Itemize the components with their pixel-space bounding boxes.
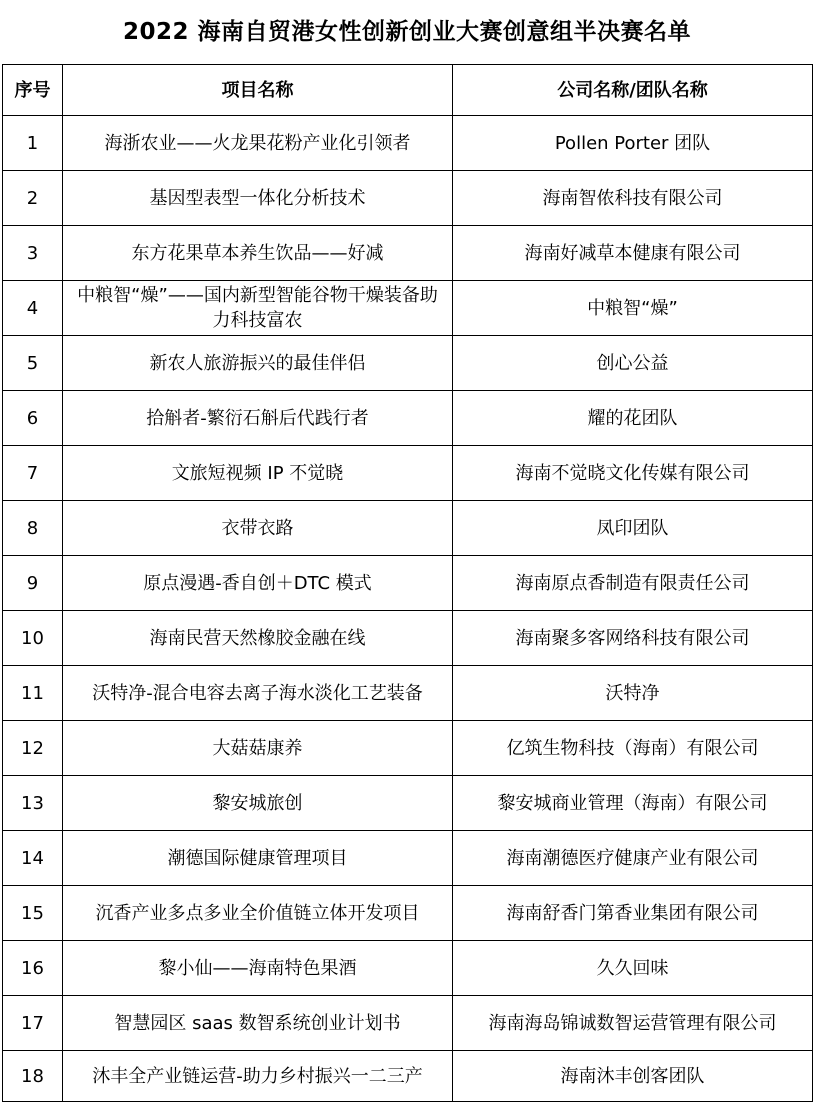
company-cell: 海南沐丰创客团队 (453, 1051, 813, 1102)
seq-cell: 5 (3, 336, 63, 391)
table-row (3, 391, 813, 446)
table-row (3, 501, 813, 556)
company-cell: 海南不觉晓文化传媒有限公司 (453, 446, 813, 501)
seq-cell: 11 (3, 666, 63, 721)
project-cell: 新农人旅游振兴的最佳伴侣 (63, 336, 453, 391)
company-cell: 海南聚多客网络科技有限公司 (453, 611, 813, 666)
company-cell: 海南舒香门第香业集团有限公司 (453, 886, 813, 941)
table-row (3, 446, 813, 501)
company-cell: 久久回味 (453, 941, 813, 996)
project-cell: 东方花果草本养生饮品——好减 (63, 226, 453, 281)
seq-cell: 12 (3, 721, 63, 776)
seq-cell: 8 (3, 501, 63, 556)
company-cell: 凤印团队 (453, 501, 813, 556)
seq-cell: 6 (3, 391, 63, 446)
table-row (3, 721, 813, 776)
table-row (3, 116, 813, 171)
seq-cell: 10 (3, 611, 63, 666)
seq-cell: 18 (3, 1051, 63, 1102)
table-row (3, 226, 813, 281)
project-cell: 衣带衣路 (63, 501, 453, 556)
project-cell: 大菇菇康养 (63, 721, 453, 776)
seq-cell: 17 (3, 996, 63, 1051)
company-cell: 耀的花团队 (453, 391, 813, 446)
company-cell: 海南潮德医疗健康产业有限公司 (453, 831, 813, 886)
company-cell: 海南原点香制造有限责任公司 (453, 556, 813, 611)
table-row (3, 941, 813, 996)
project-cell: 文旅短视频 IP 不觉晓 (63, 446, 453, 501)
table-header-row (3, 65, 813, 116)
company-cell: Pollen Porter 团队 (453, 116, 813, 171)
table-row (3, 666, 813, 721)
project-cell: 智慧园区 saas 数智系统创业计划书 (63, 996, 453, 1051)
company-cell: 海南智侬科技有限公司 (453, 171, 813, 226)
project-cell: 中粮智“燥”——国内新型智能谷物干燥装备助力科技富农 (63, 281, 453, 336)
project-cell: 海南民营天然橡胶金融在线 (63, 611, 453, 666)
header-company: 公司名称/团队名称 (453, 65, 813, 116)
page-title: 2022 海南自贸港女性创新创业大赛创意组半决赛名单 (122, 19, 692, 45)
seq-cell: 4 (3, 281, 63, 336)
header-project: 项目名称 (63, 65, 453, 116)
project-cell: 沐丰全产业链运营-助力乡村振兴一二三产 (63, 1051, 453, 1102)
seq-cell: 3 (3, 226, 63, 281)
project-cell: 海浙农业——火龙果花粉产业化引领者 (63, 116, 453, 171)
company-cell: 创心公益 (453, 336, 813, 391)
project-cell: 潮德国际健康管理项目 (63, 831, 453, 886)
seq-cell: 2 (3, 171, 63, 226)
seq-cell: 15 (3, 886, 63, 941)
seq-cell: 14 (3, 831, 63, 886)
project-cell: 沃特净-混合电容去离子海水淡化工艺装备 (63, 666, 453, 721)
header-seq: 序号 (3, 65, 63, 116)
table-row (3, 1051, 813, 1102)
semifinal-list-table (2, 64, 813, 1102)
company-cell: 黎安城商业管理（海南）有限公司 (453, 776, 813, 831)
seq-cell: 9 (3, 556, 63, 611)
seq-cell: 16 (3, 941, 63, 996)
table-row (3, 996, 813, 1051)
project-cell: 黎安城旅创 (63, 776, 453, 831)
seq-cell: 13 (3, 776, 63, 831)
project-cell: 原点漫遇-香自创＋DTC 模式 (63, 556, 453, 611)
project-cell: 拾斛者-繁衍石斛后代践行者 (63, 391, 453, 446)
company-cell: 海南好减草本健康有限公司 (453, 226, 813, 281)
table-row (3, 611, 813, 666)
table-row (3, 556, 813, 611)
table-row (3, 831, 813, 886)
company-cell: 海南海岛锦诚数智运营管理有限公司 (453, 996, 813, 1051)
company-cell: 沃特净 (453, 666, 813, 721)
seq-cell: 1 (3, 116, 63, 171)
table-row (3, 336, 813, 391)
seq-cell: 7 (3, 446, 63, 501)
project-cell: 沉香产业多点多业全价值链立体开发项目 (63, 886, 453, 941)
table-row (3, 886, 813, 941)
project-cell: 黎小仙——海南特色果酒 (63, 941, 453, 996)
table-row (3, 171, 813, 226)
company-cell: 亿筑生物科技（海南）有限公司 (453, 721, 813, 776)
table-row (3, 776, 813, 831)
table-row (3, 281, 813, 336)
project-cell: 基因型表型一体化分析技术 (63, 171, 453, 226)
company-cell: 中粮智“燥” (453, 281, 813, 336)
